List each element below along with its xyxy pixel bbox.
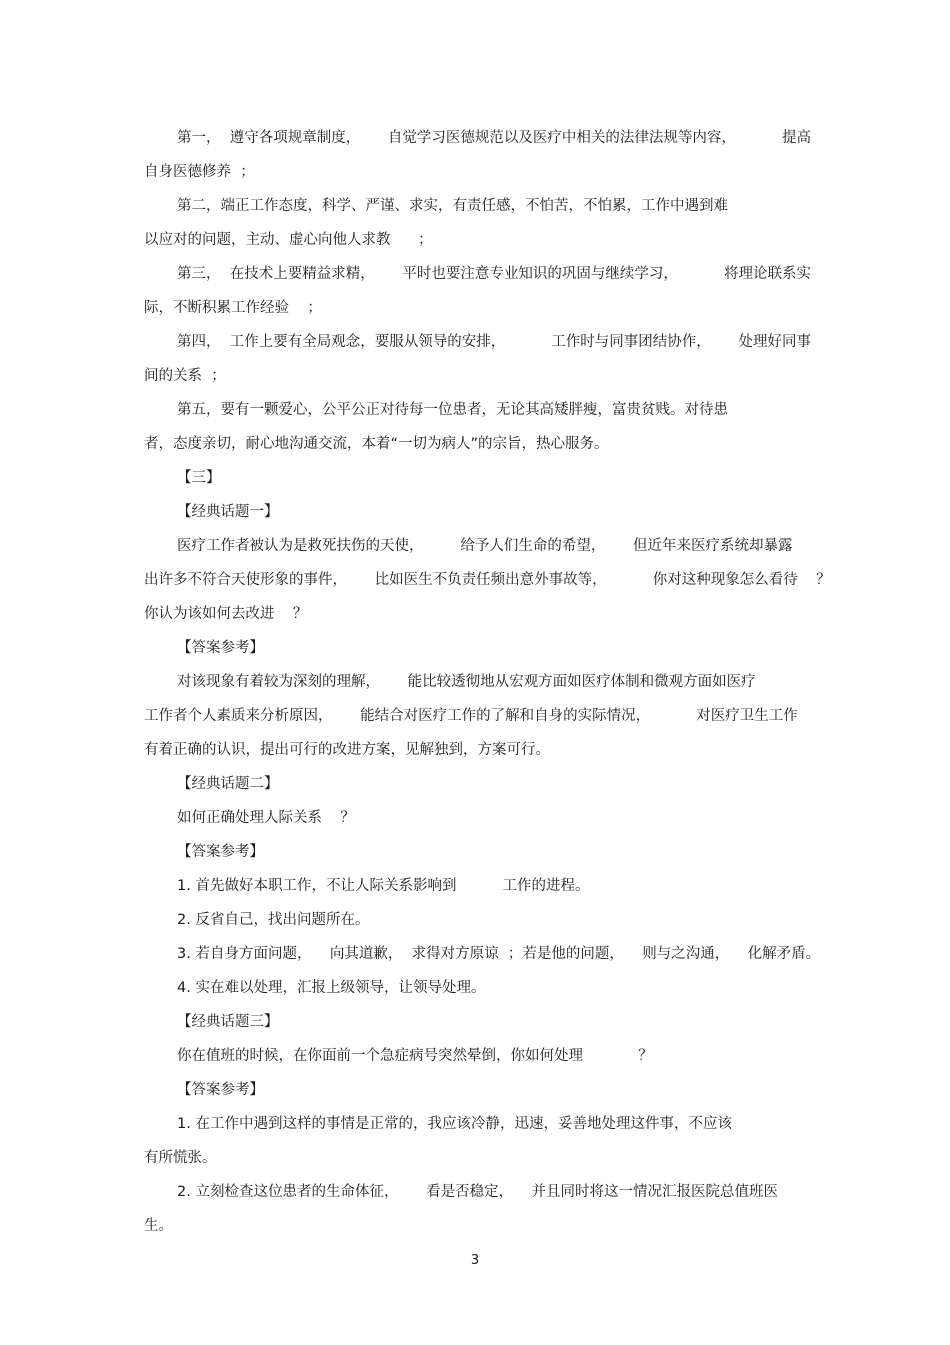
list-item: 1. 首先做好本职工作，不让人际关系影响到 工作的进程。 [177,878,590,894]
text-line: 者，态度亲切，耐心地沟通交流，本着“一切为病人”的宗旨，热心服务。 [144,436,609,452]
page-number: 3 [470,1253,480,1268]
answer-heading: 【答案参考】 [177,1082,264,1098]
text-line: 有着正确的认识，提出可行的改进方案，见解独到，方案可行。 [144,742,550,758]
topic-heading: 【经典话题二】 [177,776,279,792]
text-line: 对该现象有着较为深刻的理解， 能比较透彻地从宏观方面如医疗体制和微观方面如医疗 [177,674,756,690]
answer-heading: 【答案参考】 [177,844,264,860]
text-line: 出许多不符合天使形象的事件， 比如医生不负责任频出意外事故等， 你对这种现象怎么看待 ？ [144,572,831,588]
text-line: 医疗工作者被认为是救死扶伤的天使， 给予人们生命的希望， 但近年来医疗系统却暴露 [177,538,793,554]
list-item: 3. 若自身方面问题， 向其道歉， 求得对方原谅 ；若是他的问题， 则与之沟通， 化解矛盾。 [177,946,821,962]
text-line: 你在值班的时候，在你面前一个急症病号突然晕倒，你如何处理 ？ [177,1048,653,1064]
text-line: 第二，端正工作态度，科学、严谨、求实，有责任感，不怕苦，不怕累，工作中遇到难 [177,198,728,214]
answer-heading: 【答案参考】 [177,640,264,656]
text-line: 第一， 遵守各项规章制度， 自觉学习医德规范以及医疗中相关的法律法规等内容， 提高 [177,130,811,146]
section-heading: 【三】 [177,470,221,486]
topic-heading: 【经典话题三】 [177,1014,279,1030]
text-line: 自身医德修养 ； [144,164,255,180]
text-line: 间的关系 ； [144,368,226,384]
text-line: 第五，要有一颗爱心，公平公正对待每一位患者，无论其高矮胖瘦，富贵贫贱。对待患 [177,402,728,418]
topic-heading: 【经典话题一】 [177,504,279,520]
list-item: 2. 立刻检查这位患者的生命体征， 看是否稳定， 并且同时将这一情况汇报医院总值班医 [177,1184,779,1200]
list-item: 1. 在工作中遇到这样的事情是正常的，我应该冷静，迅速，妥善地处理这件事，不应该 [177,1116,732,1132]
list-item: 4. 实在难以处理，汇报上级领导，让领导处理。 [177,980,486,996]
text-line: 有所慌张。 [144,1150,217,1166]
text-line: 以应对的问题，主动、虚心向他人求教 ； [144,232,433,248]
text-line: 如何正确处理人际关系 ？ [177,810,355,826]
list-item: 2. 反省自己，找出问题所在。 [177,912,370,928]
text-line: 生。 [144,1218,173,1234]
text-line: 第三， 在技术上要精益求精， 平时也要注意专业知识的巩固与继续学习， 将理论联系实 [177,266,811,282]
text-line: 第四， 工作上要有全局观念，要服从领导的安排， 工作时与同事团结协作， 处理好同事 [177,334,811,350]
text-line: 你认为该如何去改进 ？ [144,606,308,622]
text-line: 际，不断积累工作经验 ； [144,300,322,316]
text-line: 工作者个人素质来分析原因， 能结合对医疗工作的了解和自身的实际情况， 对医疗卫生工作 [144,708,798,724]
